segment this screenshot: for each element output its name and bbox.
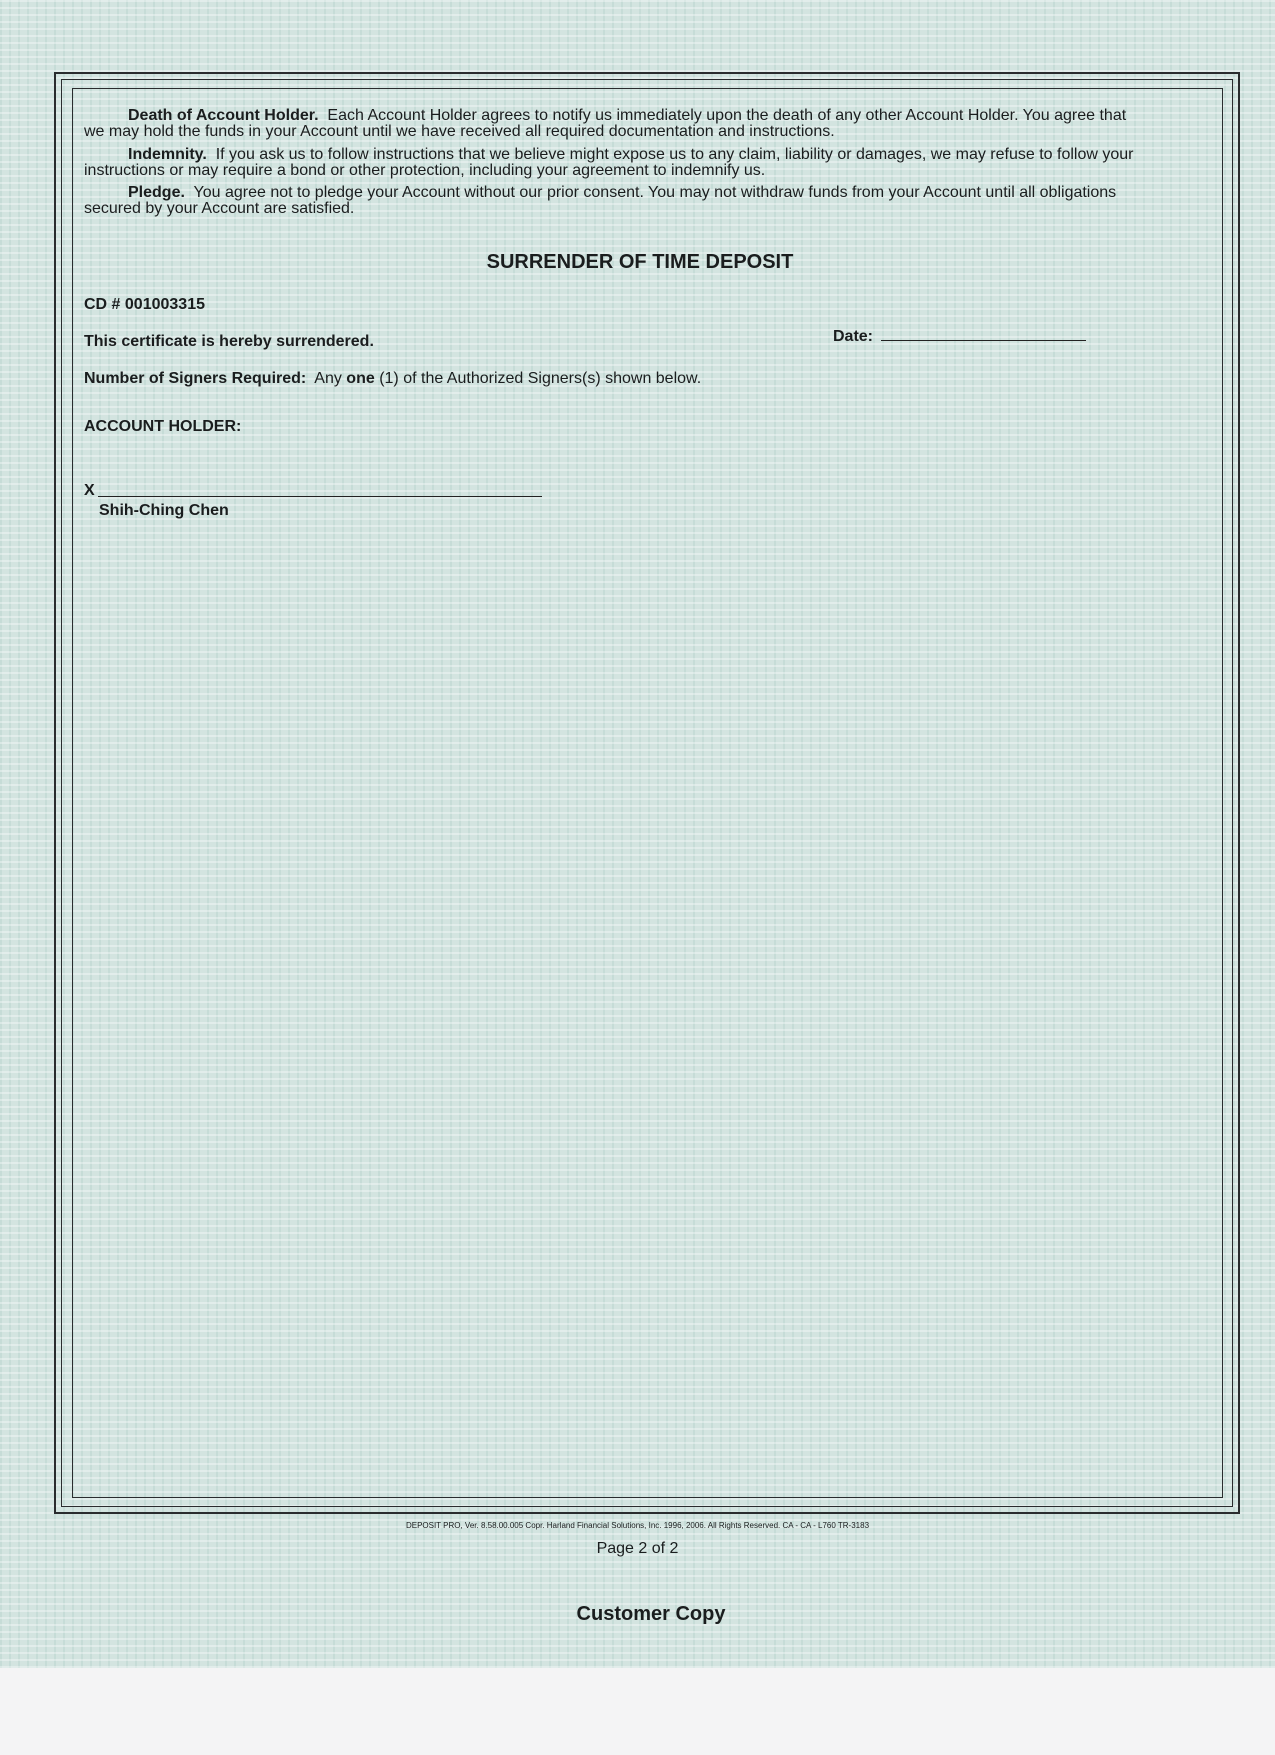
signers-post: (1) of the Authorized Signers(s) shown below. [379,370,702,387]
date-label: Date: [833,328,874,345]
term-heading: Pledge. [128,184,185,201]
cd-number: CD # 001003315 [84,296,205,313]
signers-required [84,370,701,388]
signature-mark: X [84,482,95,499]
term-text: You agree not to pledge your Account without our prior consent. You may not withdraw funds from your Account until all obligations [193,184,1117,201]
section-title: SURRENDER OF TIME DEPOSIT [486,251,794,273]
surrender-statement: This certificate is hereby surrendered. [84,333,374,350]
term-death-of-account-holder [84,108,1184,140]
term-indemnity [84,147,1184,179]
copy-label: Customer Copy [576,1603,726,1625]
term-heading: Indemnity. [128,146,207,163]
term-heading: Death of Account Holder. [128,107,319,124]
copyright-notice: DEPOSIT PRO, Ver. 8.58.00.005 Copr. Harland Financial Solutions, Inc. 1996, 2006. All Rights Reserved. CA - CA - L760 TR-3183 [405,1521,870,1530]
inner-border [72,88,1223,1498]
signature-line[interactable] [98,496,542,497]
term-text: instructions or may require a bond or other protection, including your agreement to indemnify us. [84,162,766,179]
signers-pre: Any [314,370,342,387]
term-text: Each Account Holder agrees to notify us immediately upon the death of any other Account Holder. You agree that [327,107,1127,124]
signer-name: Shih-Ching Chen [99,502,229,519]
term-text: If you ask us to follow instructions that we believe might expose us to any claim, liability or damages, we may refuse to follow your [215,146,1134,163]
term-pledge [84,185,1184,217]
signers-count: one [346,370,375,387]
term-text: secured by your Account are satisfied. [84,200,355,217]
date-field[interactable] [881,340,1086,341]
signers-label: Number of Signers Required: [84,370,307,387]
account-holder-label: ACCOUNT HOLDER: [84,418,242,435]
page-number: Page 2 of 2 [596,1540,679,1557]
term-text: we may hold the funds in your Account until we have received all required documentation and instructions. [84,123,835,140]
